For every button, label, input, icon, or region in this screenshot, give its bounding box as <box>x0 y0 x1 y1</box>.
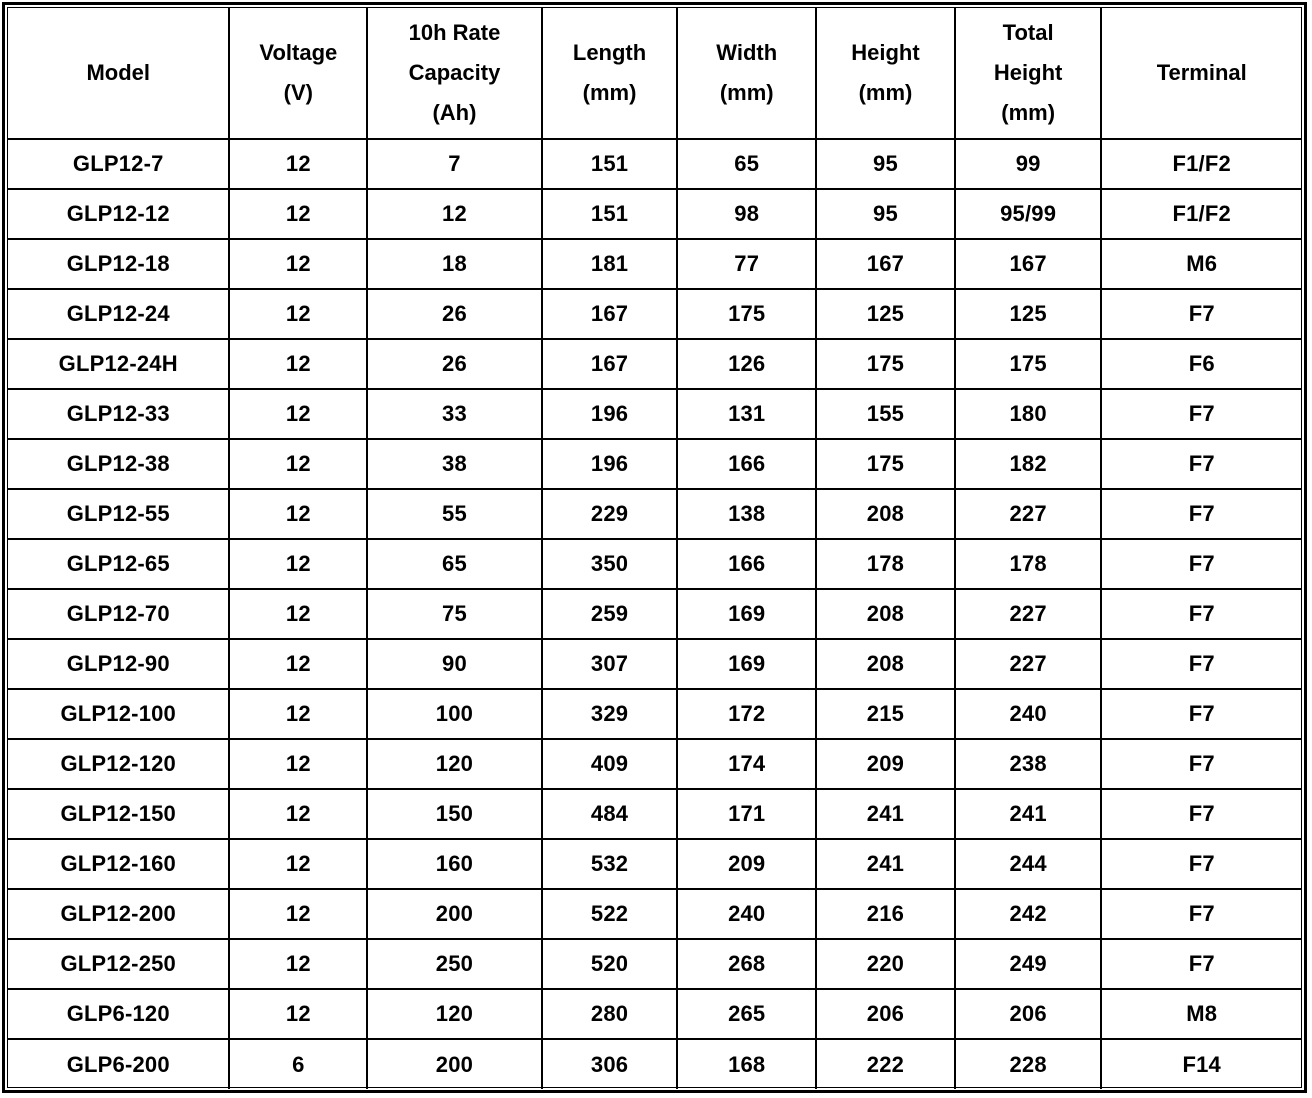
table-row <box>8 739 1301 789</box>
cell-model: GLP12-160 <box>8 839 229 889</box>
cell-voltage: 12 <box>229 189 367 239</box>
table-row <box>8 1039 1301 1089</box>
cell-voltage: 12 <box>229 339 367 389</box>
cell-length: 280 <box>542 989 678 1039</box>
cell-height: 222 <box>816 1039 955 1089</box>
table-row <box>8 589 1301 639</box>
cell-height: 208 <box>816 639 955 689</box>
cell-voltage: 12 <box>229 489 367 539</box>
cell-terminal: F7 <box>1101 889 1301 939</box>
cell-capacity: 150 <box>367 789 542 839</box>
cell-length: 196 <box>542 439 678 489</box>
header-line: Width <box>716 40 778 65</box>
cell-total-height: 180 <box>955 389 1102 439</box>
cell-height: 175 <box>816 339 955 389</box>
cell-voltage: 12 <box>229 239 367 289</box>
cell-width: 174 <box>677 739 816 789</box>
cell-terminal: F7 <box>1101 589 1301 639</box>
table-row <box>8 889 1301 939</box>
cell-capacity: 160 <box>367 839 542 889</box>
cell-width: 169 <box>677 589 816 639</box>
table-row <box>8 789 1301 839</box>
header-line: (V) <box>283 80 313 105</box>
cell-model: GLP12-100 <box>8 689 229 739</box>
cell-terminal: F6 <box>1101 339 1301 389</box>
cell-capacity: 26 <box>367 289 542 339</box>
cell-length: 259 <box>542 589 678 639</box>
cell-width: 166 <box>677 539 816 589</box>
cell-length: 306 <box>542 1039 678 1089</box>
cell-width: 166 <box>677 439 816 489</box>
cell-terminal: F14 <box>1101 1039 1301 1089</box>
cell-voltage: 6 <box>229 1039 367 1089</box>
header-line: (Ah) <box>432 100 477 125</box>
cell-width: 172 <box>677 689 816 739</box>
table-row <box>8 189 1301 239</box>
cell-height: 95 <box>816 139 955 189</box>
cell-voltage: 12 <box>229 889 367 939</box>
table-row <box>8 289 1301 339</box>
cell-model: GLP12-7 <box>8 139 229 189</box>
cell-model: GLP12-90 <box>8 639 229 689</box>
cell-total-height: 227 <box>955 489 1102 539</box>
cell-capacity: 75 <box>367 589 542 639</box>
cell-model: GLP12-150 <box>8 789 229 839</box>
cell-capacity: 18 <box>367 239 542 289</box>
cell-total-height: 249 <box>955 939 1102 989</box>
cell-voltage: 12 <box>229 989 367 1039</box>
cell-length: 151 <box>542 189 678 239</box>
header-cell-terminal <box>1101 8 1301 139</box>
cell-total-height: 125 <box>955 289 1102 339</box>
cell-capacity: 38 <box>367 439 542 489</box>
cell-voltage: 12 <box>229 589 367 639</box>
cell-height: 125 <box>816 289 955 339</box>
cell-width: 268 <box>677 939 816 989</box>
cell-model: GLP12-12 <box>8 189 229 239</box>
cell-length: 167 <box>542 339 678 389</box>
table-row <box>8 989 1301 1039</box>
cell-length: 522 <box>542 889 678 939</box>
cell-terminal: F7 <box>1101 639 1301 689</box>
table-row <box>8 489 1301 539</box>
cell-length: 167 <box>542 289 678 339</box>
header-line: Length <box>572 40 647 65</box>
cell-model: GLP12-33 <box>8 389 229 439</box>
cell-terminal: F1/F2 <box>1101 189 1301 239</box>
table-header-row <box>8 8 1301 139</box>
cell-width: 98 <box>677 189 816 239</box>
cell-width: 169 <box>677 639 816 689</box>
cell-length: 307 <box>542 639 678 689</box>
cell-voltage: 12 <box>229 539 367 589</box>
cell-height: 241 <box>816 789 955 839</box>
header-cell-model <box>8 8 229 139</box>
cell-terminal: F1/F2 <box>1101 139 1301 189</box>
cell-height: 95 <box>816 189 955 239</box>
table-row <box>8 239 1301 289</box>
cell-length: 520 <box>542 939 678 989</box>
table-row <box>8 639 1301 689</box>
cell-terminal: M8 <box>1101 989 1301 1039</box>
cell-total-height: 227 <box>955 589 1102 639</box>
cell-capacity: 200 <box>367 889 542 939</box>
cell-voltage: 12 <box>229 389 367 439</box>
cell-length: 409 <box>542 739 678 789</box>
cell-width: 168 <box>677 1039 816 1089</box>
cell-height: 178 <box>816 539 955 589</box>
cell-terminal: F7 <box>1101 289 1301 339</box>
header-cell-height <box>816 8 955 139</box>
cell-width: 265 <box>677 989 816 1039</box>
header-line: Terminal <box>1156 60 1247 85</box>
cell-model: GLP12-24H <box>8 339 229 389</box>
table-row <box>8 539 1301 589</box>
header-line: (mm) <box>1001 100 1056 125</box>
cell-length: 196 <box>542 389 678 439</box>
cell-model: GLP12-24 <box>8 289 229 339</box>
cell-total-height: 206 <box>955 989 1102 1039</box>
cell-model: GLP6-200 <box>8 1039 229 1089</box>
cell-total-height: 175 <box>955 339 1102 389</box>
header-line: Total <box>1002 20 1054 45</box>
cell-model: GLP12-200 <box>8 889 229 939</box>
cell-capacity: 33 <box>367 389 542 439</box>
cell-total-height: 167 <box>955 239 1102 289</box>
cell-terminal: F7 <box>1101 389 1301 439</box>
header-line: (mm) <box>582 80 637 105</box>
table-outer-border <box>2 2 1307 1093</box>
header-line: Height <box>993 60 1063 85</box>
cell-height: 206 <box>816 989 955 1039</box>
table-row <box>8 139 1301 189</box>
cell-model: GLP12-250 <box>8 939 229 989</box>
cell-total-height: 95/99 <box>955 189 1102 239</box>
cell-length: 329 <box>542 689 678 739</box>
cell-width: 131 <box>677 389 816 439</box>
header-line: (mm) <box>858 80 913 105</box>
table-row <box>8 839 1301 889</box>
cell-terminal: F7 <box>1101 789 1301 839</box>
cell-length: 229 <box>542 489 678 539</box>
cell-width: 209 <box>677 839 816 889</box>
cell-voltage: 12 <box>229 139 367 189</box>
cell-model: GLP12-55 <box>8 489 229 539</box>
cell-total-height: 178 <box>955 539 1102 589</box>
cell-model: GLP12-65 <box>8 539 229 589</box>
cell-width: 171 <box>677 789 816 839</box>
cell-voltage: 12 <box>229 289 367 339</box>
cell-terminal: F7 <box>1101 689 1301 739</box>
table-row <box>8 439 1301 489</box>
cell-height: 208 <box>816 489 955 539</box>
cell-length: 181 <box>542 239 678 289</box>
cell-height: 209 <box>816 739 955 789</box>
cell-length: 484 <box>542 789 678 839</box>
table-body <box>8 139 1301 1089</box>
table-row <box>8 689 1301 739</box>
cell-voltage: 12 <box>229 789 367 839</box>
header-line: 10h Rate <box>408 20 501 45</box>
cell-total-height: 241 <box>955 789 1102 839</box>
header-line: Voltage <box>259 40 338 65</box>
cell-total-height: 99 <box>955 139 1102 189</box>
cell-width: 240 <box>677 889 816 939</box>
cell-terminal: F7 <box>1101 439 1301 489</box>
cell-model: GLP12-120 <box>8 739 229 789</box>
cell-width: 126 <box>677 339 816 389</box>
cell-capacity: 100 <box>367 689 542 739</box>
cell-terminal: F7 <box>1101 839 1301 889</box>
header-cell-capacity <box>367 8 542 139</box>
cell-terminal: F7 <box>1101 939 1301 989</box>
cell-total-height: 238 <box>955 739 1102 789</box>
cell-total-height: 242 <box>955 889 1102 939</box>
cell-total-height: 227 <box>955 639 1102 689</box>
cell-voltage: 12 <box>229 839 367 889</box>
cell-capacity: 120 <box>367 739 542 789</box>
cell-height: 215 <box>816 689 955 739</box>
cell-height: 208 <box>816 589 955 639</box>
cell-width: 77 <box>677 239 816 289</box>
header-cell-width <box>677 8 816 139</box>
cell-total-height: 228 <box>955 1039 1102 1089</box>
cell-capacity: 90 <box>367 639 542 689</box>
cell-width: 175 <box>677 289 816 339</box>
cell-model: GLP12-18 <box>8 239 229 289</box>
header-line: Model <box>86 60 151 85</box>
cell-model: GLP6-120 <box>8 989 229 1039</box>
cell-capacity: 55 <box>367 489 542 539</box>
table-row <box>8 339 1301 389</box>
cell-terminal: F7 <box>1101 489 1301 539</box>
cell-width: 138 <box>677 489 816 539</box>
header-cell-length <box>542 8 678 139</box>
cell-height: 216 <box>816 889 955 939</box>
cell-capacity: 26 <box>367 339 542 389</box>
header-line: Height <box>851 40 920 65</box>
cell-height: 241 <box>816 839 955 889</box>
cell-width: 65 <box>677 139 816 189</box>
cell-voltage: 12 <box>229 639 367 689</box>
cell-model: GLP12-70 <box>8 589 229 639</box>
cell-voltage: 12 <box>229 739 367 789</box>
cell-terminal: F7 <box>1101 539 1301 589</box>
header-line: (mm) <box>719 80 774 105</box>
header-cell-voltage <box>229 8 367 139</box>
cell-terminal: M6 <box>1101 239 1301 289</box>
header-cell-total-height <box>955 8 1102 139</box>
header-line: Capacity <box>408 60 501 85</box>
cell-length: 532 <box>542 839 678 889</box>
cell-voltage: 12 <box>229 689 367 739</box>
cell-capacity: 250 <box>367 939 542 989</box>
cell-length: 151 <box>542 139 678 189</box>
table-row <box>8 939 1301 989</box>
cell-total-height: 240 <box>955 689 1102 739</box>
cell-height: 175 <box>816 439 955 489</box>
battery-spec-table <box>8 8 1301 1089</box>
cell-capacity: 200 <box>367 1039 542 1089</box>
cell-capacity: 120 <box>367 989 542 1039</box>
cell-length: 350 <box>542 539 678 589</box>
cell-capacity: 7 <box>367 139 542 189</box>
cell-height: 220 <box>816 939 955 989</box>
cell-terminal: F7 <box>1101 739 1301 789</box>
cell-total-height: 182 <box>955 439 1102 489</box>
cell-height: 167 <box>816 239 955 289</box>
cell-total-height: 244 <box>955 839 1102 889</box>
table-header <box>8 8 1301 139</box>
cell-voltage: 12 <box>229 439 367 489</box>
cell-capacity: 12 <box>367 189 542 239</box>
cell-height: 155 <box>816 389 955 439</box>
cell-model: GLP12-38 <box>8 439 229 489</box>
table-row <box>8 389 1301 439</box>
table-inner-border <box>7 7 1302 1088</box>
cell-voltage: 12 <box>229 939 367 989</box>
cell-capacity: 65 <box>367 539 542 589</box>
